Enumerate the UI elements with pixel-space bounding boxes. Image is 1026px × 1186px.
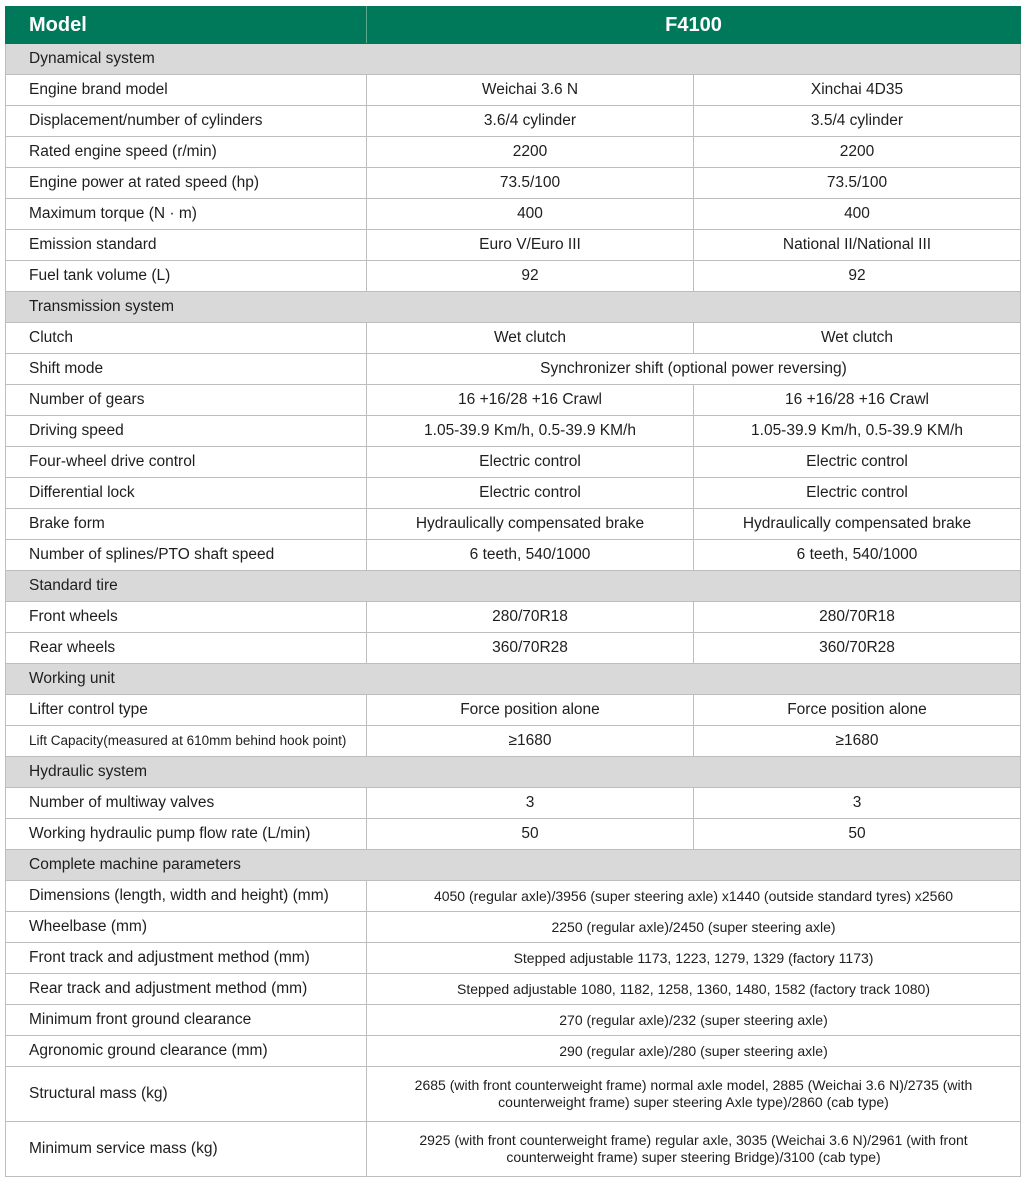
table-row [6, 819, 1021, 850]
row-value-xinchai: 2200 [694, 137, 1021, 168]
section-title: Hydraulic system [6, 757, 1021, 788]
row-label: Fuel tank volume (L) [6, 261, 367, 292]
row-value-weichai: 3 [367, 788, 694, 819]
table-row [6, 912, 1021, 943]
row-value-xinchai: 6 teeth, 540/1000 [694, 540, 1021, 571]
table-row [6, 106, 1021, 137]
row-label: Number of splines/PTO shaft speed [6, 540, 367, 571]
row-value: 270 (regular axle)/232 (super steering axle) [367, 1005, 1021, 1036]
row-label: Emission standard [6, 230, 367, 261]
table-row [6, 788, 1021, 819]
table-row [6, 261, 1021, 292]
table-row [6, 1036, 1021, 1067]
section-title: Transmission system [6, 292, 1021, 323]
section-row [6, 571, 1021, 602]
row-value-xinchai: 16 +16/28 +16 Crawl [694, 385, 1021, 416]
model-value: F4100 [367, 7, 1021, 44]
row-value: 290 (regular axle)/280 (super steering axle) [367, 1036, 1021, 1067]
row-value-weichai: Electric control [367, 478, 694, 509]
section-title: Working unit [6, 664, 1021, 695]
table-row [6, 695, 1021, 726]
row-label: Minimum service mass (kg) [6, 1122, 367, 1177]
row-label: Front wheels [6, 602, 367, 633]
row-label: Rated engine speed (r/min) [6, 137, 367, 168]
section-title: Standard tire [6, 571, 1021, 602]
row-label: Lift Capacity(measured at 610mm behind hook point) [6, 726, 367, 757]
model-label: Model [6, 7, 367, 44]
row-value: 2250 (regular axle)/2450 (super steering axle) [367, 912, 1021, 943]
row-label: Working hydraulic pump flow rate (L/min) [6, 819, 367, 850]
row-value-xinchai: 280/70R18 [694, 602, 1021, 633]
row-value: Stepped adjustable 1173, 1223, 1279, 1329 (factory 1173) [367, 943, 1021, 974]
section-row [6, 757, 1021, 788]
table-row [6, 354, 1021, 385]
table-header-row [6, 7, 1021, 44]
table-row [6, 137, 1021, 168]
row-label: Four-wheel drive control [6, 447, 367, 478]
row-value-weichai: 73.5/100 [367, 168, 694, 199]
row-value: Synchronizer shift (optional power reversing) [367, 354, 1021, 385]
row-label: Rear track and adjustment method (mm) [6, 974, 367, 1005]
table-row [6, 416, 1021, 447]
row-label: Dimensions (length, width and height) (mm) [6, 881, 367, 912]
row-value-weichai: 16 +16/28 +16 Crawl [367, 385, 694, 416]
table-row [6, 1067, 1021, 1122]
section-row [6, 664, 1021, 695]
row-value-weichai: 1.05-39.9 Km/h, 0.5-39.9 KM/h [367, 416, 694, 447]
row-value-weichai: Wet clutch [367, 323, 694, 354]
row-value-weichai: ≥1680 [367, 726, 694, 757]
row-label: Shift mode [6, 354, 367, 385]
row-value-xinchai: Hydraulically compensated brake [694, 509, 1021, 540]
row-value-weichai: 400 [367, 199, 694, 230]
table-row [6, 974, 1021, 1005]
row-value-xinchai: 1.05-39.9 Km/h, 0.5-39.9 KM/h [694, 416, 1021, 447]
row-value-xinchai: Force position alone [694, 695, 1021, 726]
row-label: Driving speed [6, 416, 367, 447]
row-label: Engine brand model [6, 75, 367, 106]
row-label: Minimum front ground clearance [6, 1005, 367, 1036]
table-row [6, 385, 1021, 416]
row-value-xinchai: 3.5/4 cylinder [694, 106, 1021, 137]
row-value: Stepped adjustable 1080, 1182, 1258, 1360, 1480, 1582 (factory track 1080) [367, 974, 1021, 1005]
row-label: Number of gears [6, 385, 367, 416]
row-value-weichai: 92 [367, 261, 694, 292]
row-value-weichai: 50 [367, 819, 694, 850]
row-value: 2685 (with front counterweight frame) normal axle model, 2885 (Weichai 3.6 N)/2735 (with counterweight frame) super steering Axle type)/2860 (cab type) [367, 1067, 1021, 1122]
table-row [6, 75, 1021, 106]
section-row [6, 44, 1021, 75]
table-row [6, 1122, 1021, 1177]
table-row [6, 540, 1021, 571]
row-label: Brake form [6, 509, 367, 540]
row-label: Rear wheels [6, 633, 367, 664]
spec-table-body [6, 7, 1021, 1177]
table-row [6, 726, 1021, 757]
row-value-xinchai: 360/70R28 [694, 633, 1021, 664]
row-label: Differential lock [6, 478, 367, 509]
row-value-weichai: 2200 [367, 137, 694, 168]
row-label: Clutch [6, 323, 367, 354]
row-value-weichai: Euro V/Euro III [367, 230, 694, 261]
table-row [6, 199, 1021, 230]
row-label: Lifter control type [6, 695, 367, 726]
row-value-xinchai: 92 [694, 261, 1021, 292]
row-value: 4050 (regular axle)/3956 (super steering axle) x1440 (outside standard tyres) x2560 [367, 881, 1021, 912]
row-value-weichai: 3.6/4 cylinder [367, 106, 694, 137]
row-label: Maximum torque (N · m) [6, 199, 367, 230]
row-value-xinchai: 3 [694, 788, 1021, 819]
row-value-xinchai: 50 [694, 819, 1021, 850]
table-row [6, 168, 1021, 199]
row-value-weichai: 360/70R28 [367, 633, 694, 664]
section-row [6, 850, 1021, 881]
row-value-xinchai: 400 [694, 199, 1021, 230]
section-row [6, 292, 1021, 323]
row-label: Engine power at rated speed (hp) [6, 168, 367, 199]
section-title: Dynamical system [6, 44, 1021, 75]
row-value-xinchai: Electric control [694, 447, 1021, 478]
row-value-weichai: 6 teeth, 540/1000 [367, 540, 694, 571]
spec-table [5, 6, 1021, 1177]
row-value-xinchai: Electric control [694, 478, 1021, 509]
row-label: Displacement/number of cylinders [6, 106, 367, 137]
row-label: Agronomic ground clearance (mm) [6, 1036, 367, 1067]
row-value-weichai: Hydraulically compensated brake [367, 509, 694, 540]
table-row [6, 633, 1021, 664]
section-title: Complete machine parameters [6, 850, 1021, 881]
row-value: 2925 (with front counterweight frame) regular axle, 3035 (Weichai 3.6 N)/2961 (with front counterweight frame) super steering Bridge)/3100 (cab type) [367, 1122, 1021, 1177]
table-row [6, 943, 1021, 974]
table-row [6, 478, 1021, 509]
row-value-weichai: Weichai 3.6 N [367, 75, 694, 106]
row-label: Front track and adjustment method (mm) [6, 943, 367, 974]
row-value-xinchai: Xinchai 4D35 [694, 75, 1021, 106]
row-label: Wheelbase (mm) [6, 912, 367, 943]
table-row [6, 1005, 1021, 1036]
row-label: Number of multiway valves [6, 788, 367, 819]
row-label: Structural mass (kg) [6, 1067, 367, 1122]
table-row [6, 230, 1021, 261]
row-value-xinchai: Wet clutch [694, 323, 1021, 354]
row-value-xinchai: National II/National III [694, 230, 1021, 261]
row-value-weichai: 280/70R18 [367, 602, 694, 633]
table-row [6, 509, 1021, 540]
table-row [6, 602, 1021, 633]
table-row [6, 323, 1021, 354]
table-row [6, 881, 1021, 912]
row-value-weichai: Force position alone [367, 695, 694, 726]
row-value-xinchai: 73.5/100 [694, 168, 1021, 199]
table-row [6, 447, 1021, 478]
row-value-xinchai: ≥1680 [694, 726, 1021, 757]
row-value-weichai: Electric control [367, 447, 694, 478]
